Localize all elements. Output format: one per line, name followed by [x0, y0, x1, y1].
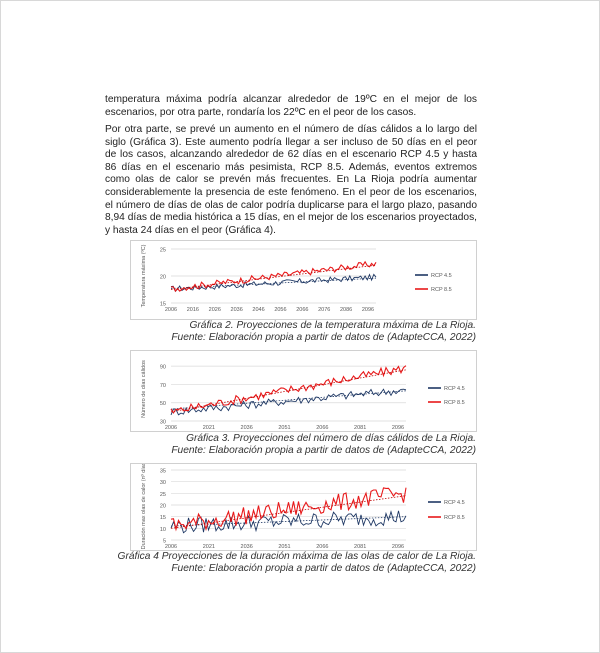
- x-tick-label: 2036: [230, 307, 243, 313]
- x-tick-label: 2036: [240, 425, 253, 431]
- x-tick-label: 2086: [339, 307, 353, 313]
- x-tick-label: 2081: [354, 544, 367, 550]
- x-tick-label: 2046: [252, 307, 265, 313]
- x-tick-label: 2076: [318, 307, 331, 313]
- x-tick-label: 2006: [164, 544, 178, 550]
- y-tick-label: 25: [159, 247, 166, 254]
- caption-chart-4: [96, 551, 476, 575]
- y-tick-label: 10: [159, 526, 166, 533]
- legend-label: RCP 8.5: [444, 400, 465, 406]
- y-tick-label: 5: [162, 538, 166, 545]
- chart-warm-days: [131, 351, 476, 431]
- series-line: [171, 488, 406, 530]
- y-tick-label: 50: [159, 401, 166, 408]
- x-tick-label: 2096: [391, 425, 405, 431]
- x-tick-label: 2026: [208, 307, 221, 313]
- x-tick-label: 2036: [240, 544, 253, 550]
- caption-chart-4-source: Fuente: Elaboración propia a partir de datos de (AdapteCCA, 2022): [171, 563, 476, 574]
- trend-line: [171, 496, 406, 529]
- legend-label: RCP 8.5: [444, 515, 465, 521]
- legend-label: RCP 4.5: [444, 386, 465, 392]
- y-tick-label: 20: [159, 274, 166, 281]
- trend-line: [171, 391, 406, 409]
- chart-temperature: [131, 241, 476, 319]
- series-line: [171, 389, 406, 415]
- caption-chart-2-source: Fuente: Elaboración propia a partir de datos de (AdapteCCA, 2022): [171, 332, 476, 343]
- caption-chart-3-source: Fuente: Elaboración propia a partir de datos de (AdapteCCA, 2022): [171, 445, 476, 456]
- chart-temperature-box: [130, 240, 477, 320]
- y-tick-label: 35: [159, 468, 166, 475]
- legend-label: RCP 8.5: [431, 287, 452, 293]
- x-tick-label: 2021: [202, 544, 215, 550]
- caption-chart-4-title: Gráfica 4 Proyecciones de la duración máxima de las olas de calor de La Rioja.: [117, 551, 476, 562]
- x-tick-label: 2006: [164, 307, 178, 313]
- y-tick-label: 30: [159, 419, 166, 426]
- y-tick-label: 15: [159, 301, 166, 308]
- x-tick-label: 2051: [278, 544, 291, 550]
- x-tick-label: 2051: [278, 425, 291, 431]
- paragraph-1: temperatura máxima podría alcanzar alrededor de 19ºC en el mejor de los escenarios, por otra parte, rondaría los 22ºC en el peor de los casos.: [105, 94, 477, 118]
- chart-warm-days-box: [130, 350, 477, 432]
- x-tick-label: 2066: [316, 425, 329, 431]
- y-axis-label: Duración max olas de calor (nº días): [141, 464, 147, 550]
- trend-line: [171, 278, 376, 288]
- x-tick-label: 2066: [316, 544, 329, 550]
- legend-label: RCP 4.5: [444, 500, 465, 506]
- x-tick-label: 2021: [202, 425, 215, 431]
- y-tick-label: 90: [159, 364, 166, 371]
- x-tick-label: 2096: [361, 307, 375, 313]
- chart-heatwave-box: [130, 463, 477, 551]
- legend-label: RCP 4.5: [431, 273, 452, 279]
- x-tick-label: 2016: [186, 307, 200, 313]
- y-axis-label: Número de días cálidos: [141, 360, 147, 418]
- caption-chart-2-title: Gráfica 2. Proyecciones de la temperatura máxima de La Rioja.: [189, 320, 476, 331]
- paragraph-2: Por otra parte, se prevé un aumento en el número de días cálidos a lo largo del siglo (Gráfica 3). Este aumento podría llegar a ser incluso de 50 días en el peor de los casos, alcanzando alrededor de 62 días en el escenario RCP 4.5 y hasta 86 días en el escenario más pesimista, RCP 8.5. Además, eventos extremos como olas de calor se prevén más frecuentes. En La Rioja podría aumentar considerablemente la presencia de este fenómeno. En el peor de los escenarios, el número de días de olas de calor podría duplicarse para el largo plazo, pasando 8,94 días de media histórica a 15 días, en el mejor de los escenarios proyectados, y hasta 24 días en el peor (Gráfica 4).: [105, 124, 477, 236]
- y-tick-label: 70: [159, 382, 166, 389]
- x-tick-label: 2006: [164, 425, 178, 431]
- y-tick-label: 20: [159, 503, 166, 510]
- x-tick-label: 2096: [391, 544, 405, 550]
- chart-heatwave: [131, 464, 476, 550]
- caption-chart-2: [96, 320, 476, 344]
- y-axis-label: Temperatura máxima (ºC): [141, 244, 147, 308]
- x-tick-label: 2066: [296, 307, 309, 313]
- caption-chart-3-title: Gráfica 3. Proyecciones del número de días cálidos de La Rioja.: [186, 433, 476, 444]
- y-tick-label: 15: [159, 515, 166, 522]
- caption-chart-3: [96, 433, 476, 457]
- x-tick-label: 2081: [354, 425, 367, 431]
- x-tick-label: 2056: [274, 307, 287, 313]
- y-tick-label: 25: [159, 491, 166, 498]
- y-tick-label: 30: [159, 480, 166, 487]
